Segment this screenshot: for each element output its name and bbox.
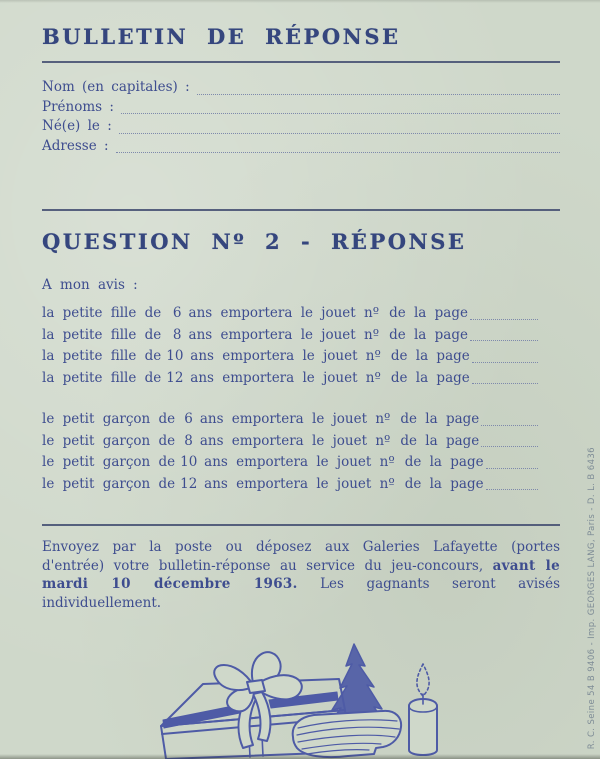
submission-instructions [42, 538, 560, 612]
ne-le-blank-line[interactable] [119, 132, 560, 134]
section-divider [42, 209, 560, 211]
nom-blank-line[interactable] [197, 93, 560, 95]
printer-credit-line: R. C. Seine 54 B 9406 - Imp. GEORGES LANG, Paris - D. L. B 6436 [587, 446, 597, 749]
candle-icon [409, 664, 437, 755]
adresse-blank-line[interactable] [116, 151, 560, 153]
page-number-blank[interactable] [486, 488, 538, 490]
deadline-text: avant le mardi 10 décembre 1963. [42, 557, 560, 592]
instructions-part2: Les gagnants seront avisés individuellement. [42, 576, 560, 611]
row-text: ans emportera le jouet nº [188, 326, 380, 343]
row-age: 12 [180, 475, 198, 492]
answer-row-boy-12 [42, 474, 560, 496]
row-text: ans emportera le jouet nº [204, 475, 395, 492]
field-row-ne-le [42, 118, 560, 138]
row-text: ans emportera le jouet nº [204, 454, 395, 470]
page-label: de la page [389, 326, 468, 343]
row-subject: le petit garçon de [42, 411, 176, 427]
boys-answer-block [42, 409, 560, 495]
page-number-blank[interactable] [472, 361, 538, 363]
row-text: ans emportera le jouet nº [199, 411, 391, 427]
nom-label: Nom (en capitales) : [42, 79, 190, 95]
page-label: de la page [389, 305, 468, 321]
row-age: 10 [166, 348, 184, 364]
identity-section [42, 79, 560, 157]
form-title: BULLETIN DE RÉPONSE [42, 24, 401, 49]
row-text: ans emportera le jouet nº [188, 305, 380, 321]
instructions-part1: Envoyez par la poste ou déposez aux Galeries Lafayette (portes d'entrée) votre bulletin-réponse au service du jeu-concours, [42, 539, 560, 574]
page-number-blank[interactable] [481, 445, 538, 447]
answer-row-boy-6 [42, 409, 560, 431]
page-number-blank[interactable] [481, 424, 538, 426]
christmas-illustration [147, 638, 442, 759]
row-age: 6 [172, 305, 182, 321]
row-subject: la petite fille de [42, 305, 162, 321]
page-number-blank[interactable] [486, 467, 538, 469]
row-text: ans emportera le jouet nº [190, 369, 381, 386]
row-text: ans emportera le jouet nº [199, 432, 391, 449]
row-subject: le petit garçon de [42, 454, 176, 470]
row-subject: le petit garçon de [42, 475, 176, 492]
page-number-blank[interactable] [470, 318, 538, 320]
answer-row-girl-12 [42, 368, 560, 390]
page-label: de la page [404, 454, 484, 470]
row-age: 8 [184, 432, 193, 449]
row-subject: le petit garçon de [42, 432, 176, 449]
ne-le-label: Né(e) le : [42, 118, 112, 134]
field-row-nom [42, 79, 560, 99]
page-number-blank[interactable] [472, 382, 538, 384]
question-title: QUESTION Nº 2 - RÉPONSE [42, 229, 467, 254]
row-text: ans emportera le jouet nº [190, 348, 381, 364]
field-row-adresse [42, 138, 560, 158]
row-age: 8 [172, 326, 182, 343]
page-label: de la page [390, 348, 470, 364]
page-label: de la page [404, 475, 484, 492]
wooden-clog-icon [293, 711, 401, 757]
prenoms-label: Prénoms : [42, 98, 114, 115]
title-divider [42, 61, 560, 63]
answer-row-boy-8 [42, 431, 560, 453]
answer-row-girl-6 [42, 303, 560, 325]
girls-answer-block [42, 303, 560, 389]
prenoms-blank-line[interactable] [121, 112, 560, 114]
page-label: de la page [400, 432, 480, 449]
question-intro: A mon avis : [42, 277, 138, 293]
answer-row-boy-10 [42, 452, 560, 474]
row-subject: la petite fille de [42, 326, 162, 343]
page-label: de la page [400, 411, 480, 427]
row-subject: la petite fille de [42, 369, 162, 386]
answer-row-girl-10 [42, 346, 560, 368]
row-age: 10 [180, 454, 198, 470]
page-number-blank[interactable] [470, 339, 538, 341]
adresse-label: Adresse : [42, 137, 109, 154]
field-row-prenoms [42, 99, 560, 119]
answer-row-girl-8 [42, 325, 560, 347]
row-age: 12 [166, 369, 184, 386]
row-subject: la petite fille de [42, 348, 162, 364]
row-age: 6 [184, 411, 193, 427]
page-label: de la page [390, 369, 470, 386]
footer-divider [42, 524, 560, 526]
